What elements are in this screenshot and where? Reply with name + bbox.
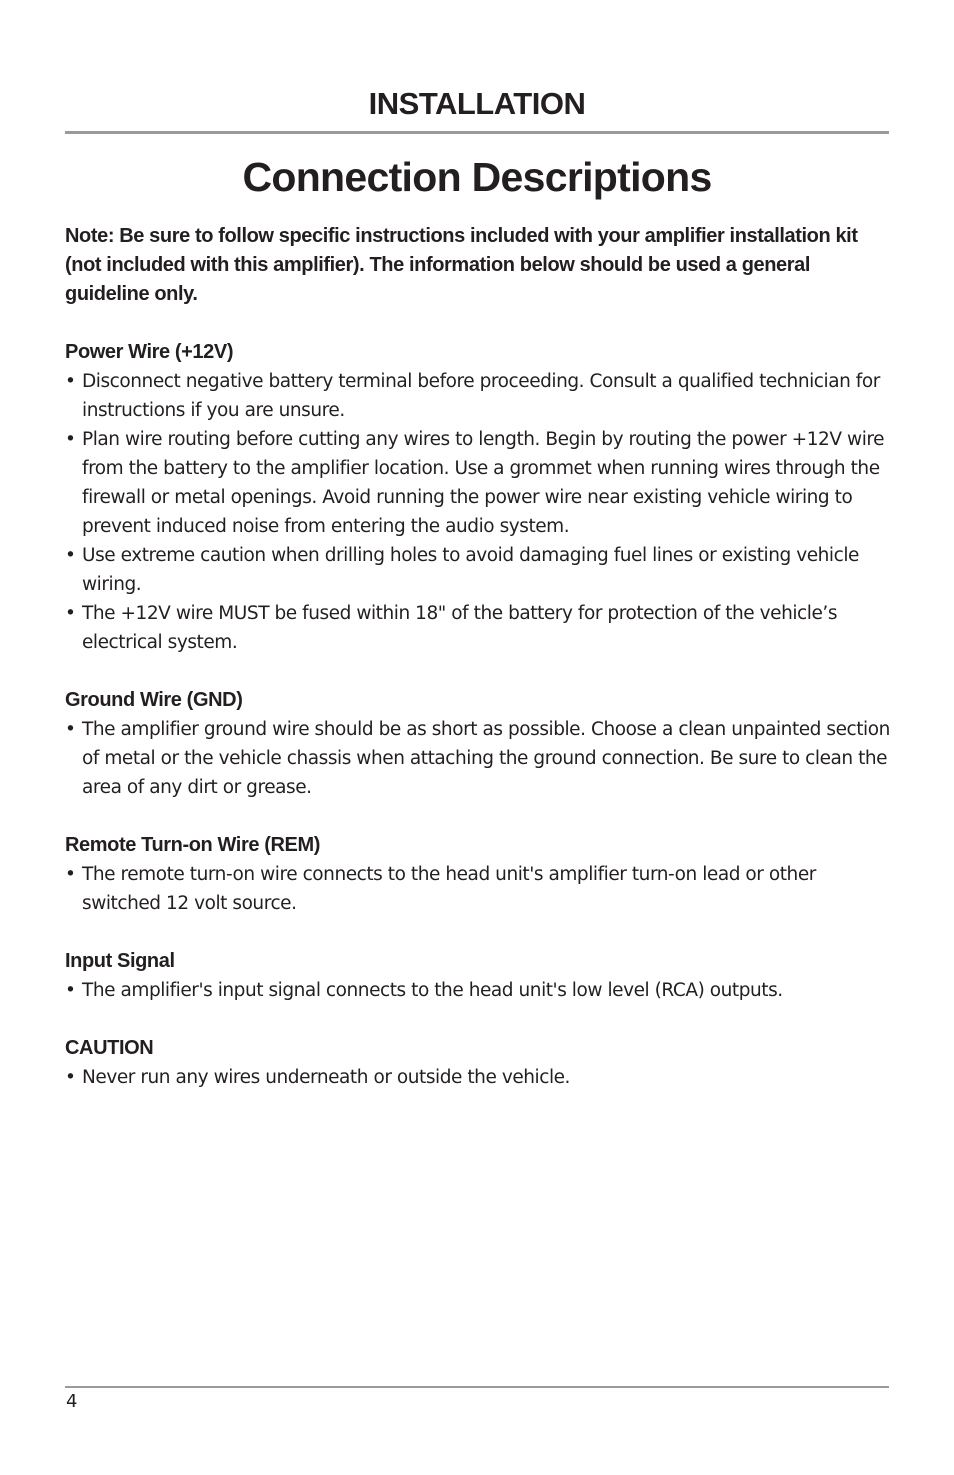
section-title: Input Signal [65, 950, 175, 972]
bullet-icon: • [65, 980, 76, 1001]
content [65, 222, 895, 1092]
list-item-text: The +12V wire MUST be fused within 18" of the battery for protection of the vehicle’s electrical system. [82, 603, 838, 653]
section-title: CAUTION [65, 1037, 154, 1059]
bullet-list [65, 367, 895, 657]
section-title: Remote Turn-on Wire (REM) [65, 834, 320, 856]
bullet-list [65, 976, 895, 1005]
list-item-text: The amplifier's input signal connects to the head unit's low level (RCA) outputs. [82, 980, 783, 1001]
sections-container [65, 338, 895, 1092]
section [65, 947, 895, 1005]
bullet-icon: • [65, 429, 76, 450]
bullet-icon: • [65, 864, 76, 885]
bullet-icon: • [65, 603, 76, 624]
section-title: Power Wire (+12V) [65, 341, 234, 363]
list-item [65, 976, 895, 1005]
bullet-list [65, 860, 895, 918]
list-item-text: Use extreme caution when drilling holes to avoid damaging fuel lines or existing vehicle wiring. [82, 545, 859, 595]
section-title: Ground Wire (GND) [65, 689, 243, 711]
list-item [65, 860, 895, 918]
header-divider [65, 131, 889, 134]
list-item-text: The amplifier ground wire should be as short as possible. Choose a clean unpainted section of metal or the vehicle chassis when attaching the ground connection. Be sure to clean the area of any dirt or grease. [82, 719, 890, 798]
section [65, 338, 895, 657]
section [65, 831, 895, 918]
bullet-icon: • [65, 545, 76, 566]
list-item-text: Disconnect negative battery terminal before proceeding. Consult a qualified technician for instructions if you are unsure. [82, 371, 880, 421]
footer-divider [65, 1386, 889, 1388]
list-item [65, 599, 895, 657]
bullet-list [65, 1063, 895, 1092]
note-paragraph: Note: Be sure to follow specific instructions included with your amplifier installation kit (not included with this amplifier). The information below should be used a general guideline only. [65, 225, 858, 305]
bullet-list [65, 715, 895, 802]
bullet-icon: • [65, 371, 76, 392]
list-item [65, 425, 895, 541]
bullet-icon: • [65, 719, 76, 740]
list-item-text: Plan wire routing before cutting any wires to length. Begin by routing the power +12V wire from the battery to the amplifier location. Use a grommet when running wires through the firewall or metal openings. Avoid running the power wire near existing vehicle wiring to prevent induced noise from entering the audio system. [82, 429, 885, 537]
list-item [65, 367, 895, 425]
bullet-icon: • [65, 1067, 76, 1088]
section [65, 686, 895, 802]
section-header: INSTALLATION [368, 86, 586, 121]
list-item [65, 541, 895, 599]
list-item-text: The remote turn-on wire connects to the head unit's amplifier turn-on lead or other switched 12 volt source. [82, 864, 816, 914]
list-item [65, 1063, 895, 1092]
section [65, 1034, 895, 1092]
list-item-text: Never run any wires underneath or outside the vehicle. [82, 1067, 570, 1088]
page-title: Connection Descriptions [242, 154, 712, 200]
page-number: 4 [66, 1391, 78, 1412]
list-item [65, 715, 895, 802]
